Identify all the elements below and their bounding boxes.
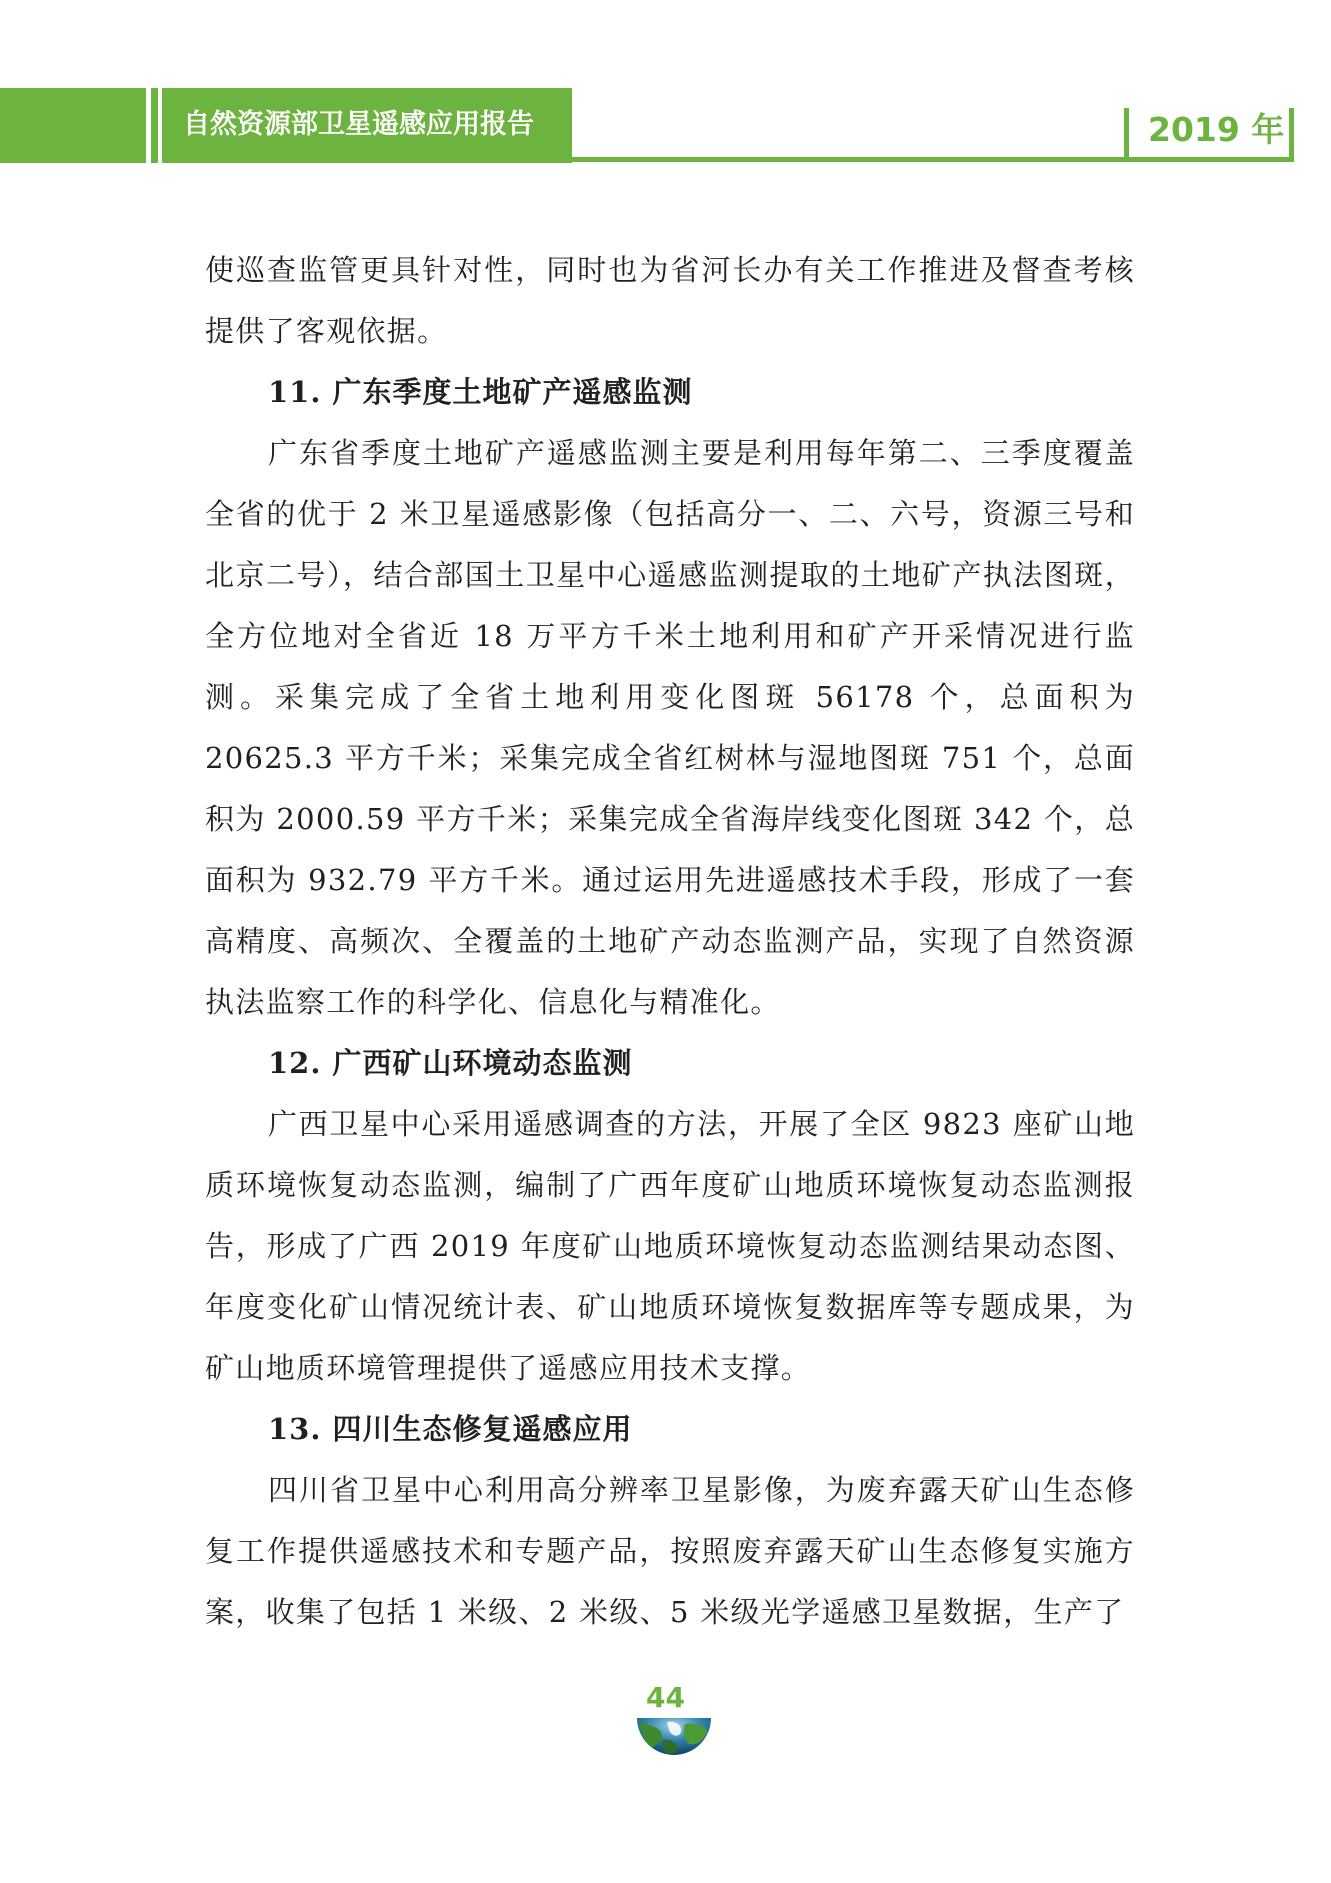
header-rule [572,157,1294,162]
section-heading: 13. 四川生态修复遥感应用 [268,1412,633,1446]
body-paragraph: 四川省卫星中心利用高分辨率卫星影像，为废弃露天矿山生态修复工作提供遥感技术和专题产品，按照废弃露天矿山生态修复实施方案，收集了包括 1 米级、2 米级、5 米级光学遥感卫星数据，生产了 [205,1473,1135,1629]
body-paragraph: 使巡查监管更具针对性，同时也为省河长办有关工作推进及督查考核提供了客观依据。 [205,253,1135,348]
body-paragraph: 广西卫星中心采用遥感调查的方法，开展了全区 9823 座矿山地质环境恢复动态监测，编制了广西年度矿山地质环境恢复动态监测报告，形成了广西 2019 年度矿山地质环境恢复动态监测结果动态图、年度变化矿山情况统计表、矿山地质环境恢复数据库等专题成果，为矿山地质环境管理提供了遥感应用技术支撑。 [205,1107,1135,1385]
section-heading: 12. 广西矿山环境动态监测 [268,1046,633,1080]
report-title: 自然资源部卫星遥感应用报告 [183,109,534,140]
header-divider-2 [158,88,162,163]
page-number: 44 [646,1681,685,1714]
report-year: 2019 年 [1148,110,1285,149]
header-divider-1 [146,88,151,163]
year-divider-right [1289,108,1294,162]
year-divider-left [1124,108,1129,162]
section-heading: 11. 广东季度土地矿产遥感监测 [268,375,693,409]
page-body [205,240,1135,1643]
body-paragraph: 广东省季度土地矿产遥感监测主要是利用每年第二、三季度覆盖全省的优于 2 米卫星遥感影像（包括高分一、二、六号，资源三号和北京二号），结合部国土卫星中心遥感监测提取的土地矿产执法图斑，全方位地对全省近 18 万平方千米土地利用和矿产开采情况进行监测。采集完成了全省土地利用变化图斑 56178 个，总面积为 20625.3 平方千米；采集完成全省红树林与湿地图斑 751 个，总面积为 2000.59 平方千米；采集完成全省海岸线变化图斑 342 个，总面积为 932.79 平方千米。通过运用先进遥感技术手段，形成了一套高精度、高频次、全覆盖的土地矿产动态监测产品，实现了自然资源执法监察工作的科学化、信息化与精准化。 [205,436,1135,1019]
globe-icon [637,1718,711,1756]
